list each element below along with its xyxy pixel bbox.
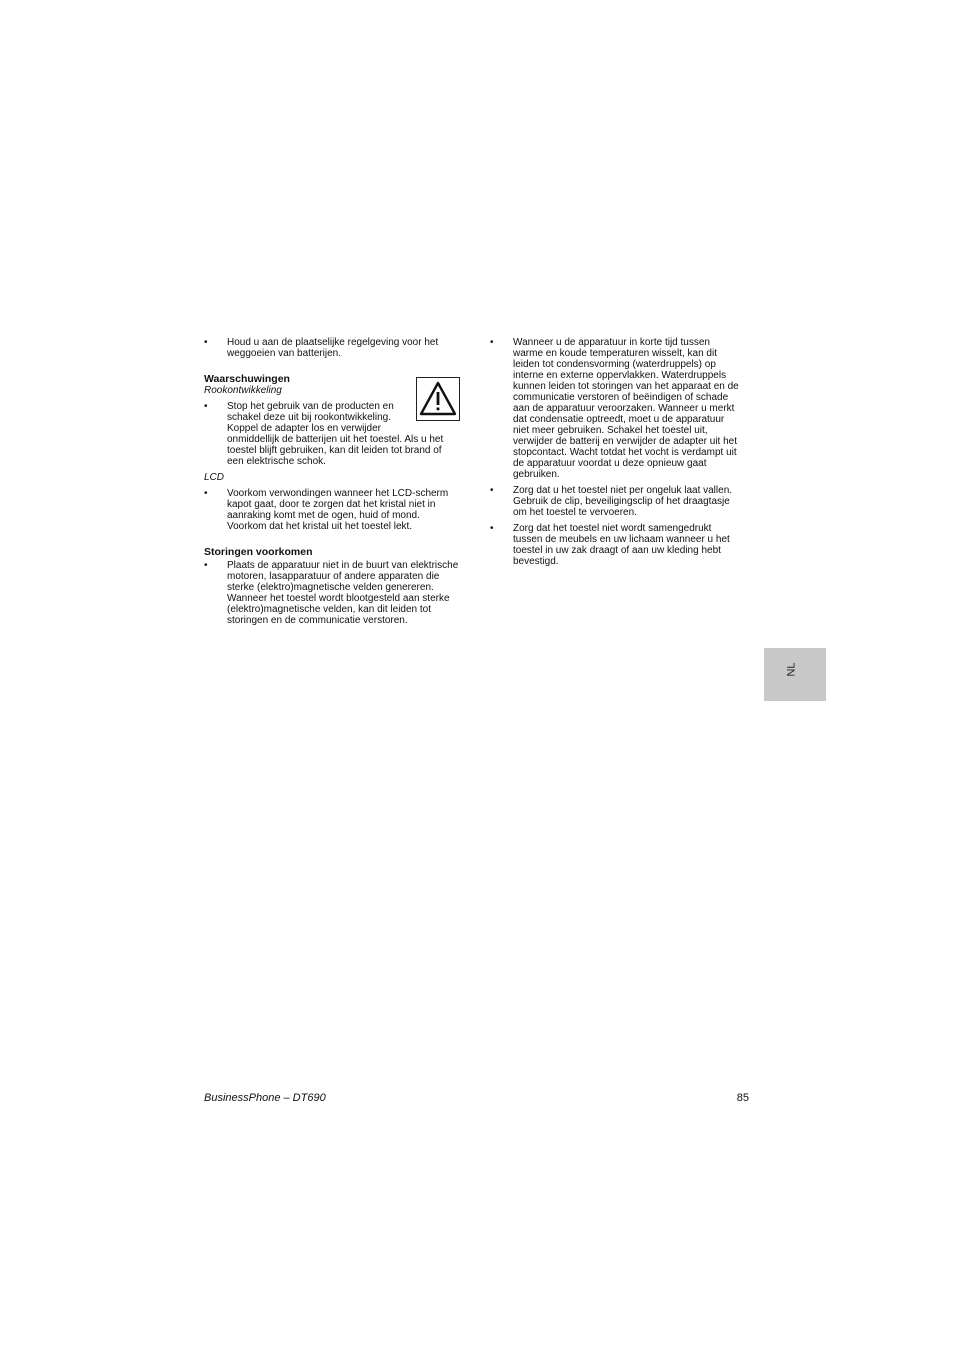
right-column xyxy=(490,337,752,567)
lcd-bullet: • Voorkom verwondingen wanneer het LCD-scherm kapot gaat, door te zorgen dat het kristal niet in aanraking komt met de ogen, huid of mond. Voorkom dat het kristal uit het toestel lekt. xyxy=(204,488,449,532)
interference-bullet: • Plaats de apparatuur niet in de buurt van elektrische motoren, lasapparatuur of andere apparaten die sterke (elektro)magnetische velden genereren. Wanneer het toestel wordt blootgesteld aan sterke (elektro)magnetische velden, kan dit leiden tot storingen en de communicatie verstoren. xyxy=(204,560,459,626)
footer-product-name: BusinessPhone – DT690 xyxy=(204,1092,326,1104)
battery-disposal-bullet: • Houd u aan de plaatselijke regelgeving voor het weggoeien van batterijen. xyxy=(204,337,439,359)
interference-heading: Storingen voorkomen xyxy=(204,546,313,558)
bullet-dot: • xyxy=(490,337,494,348)
warnings-heading: Waarschuwingen xyxy=(204,373,290,385)
compress-bullet: • Zorg dat het toestel niet wordt samengedrukt tussen de meubels en uw lichaam wanneer u het toestel in uw zak draagt of aan uw kleding hebt bevestigd. xyxy=(490,523,730,567)
language-tab xyxy=(764,648,826,701)
bullet-dot: • xyxy=(204,560,208,571)
footer-page-number: 85 xyxy=(736,1092,749,1104)
warning-triangle-icon xyxy=(416,377,460,421)
bullet-dot: • xyxy=(204,488,208,499)
bullet-dot: • xyxy=(204,337,208,348)
bullet-dot: • xyxy=(490,523,494,534)
bullet-dot: • xyxy=(490,485,494,496)
language-tab-label: NL xyxy=(785,662,798,677)
smoke-bullet: • Stop het gebruik van de producten en schakel deze uit bij rookontwikkeling. Koppel de adapter los en verwijder onmiddellijk de batterijen uit het toestel. Als u het toestel blijft gebruiken, kan dit leiden tot brand of een elektrische schok. xyxy=(204,401,444,467)
drop-bullet: • Zorg dat u het toestel niet per ongeluk laat vallen. Gebruik de clip, beveiligingsclip of het draagtasje om het toestel te vervoeren. xyxy=(490,485,733,518)
smoke-subheading: Rookontwikkeling xyxy=(204,385,282,396)
bullet-dot: • xyxy=(204,401,208,412)
condensation-bullet: • Wanneer u de apparatuur in korte tijd tussen warme en koude temperaturen wisselt, kan dit leiden tot condensvorming (waterdruppels) op interne en externe oppervlakken. Waterdruppels kunnen leiden tot storingen van het apparaat en de communicatie verstoren of beëindigen of schade aan de apparatuur veroorzaken. Wanneer u merkt dat condensatie optreedt, moet u de apparatuur niet meer gebruiken. Schakel het toestel uit, verwijder de batterij en verwijder de adapter uit het stopcontact. Wacht totdat het vocht is verdampt uit de apparatuur voordat u deze opnieuw gaat gebruiken. xyxy=(490,337,739,480)
warning-triangle-svg xyxy=(417,378,459,420)
lcd-subheading: LCD xyxy=(204,472,225,483)
